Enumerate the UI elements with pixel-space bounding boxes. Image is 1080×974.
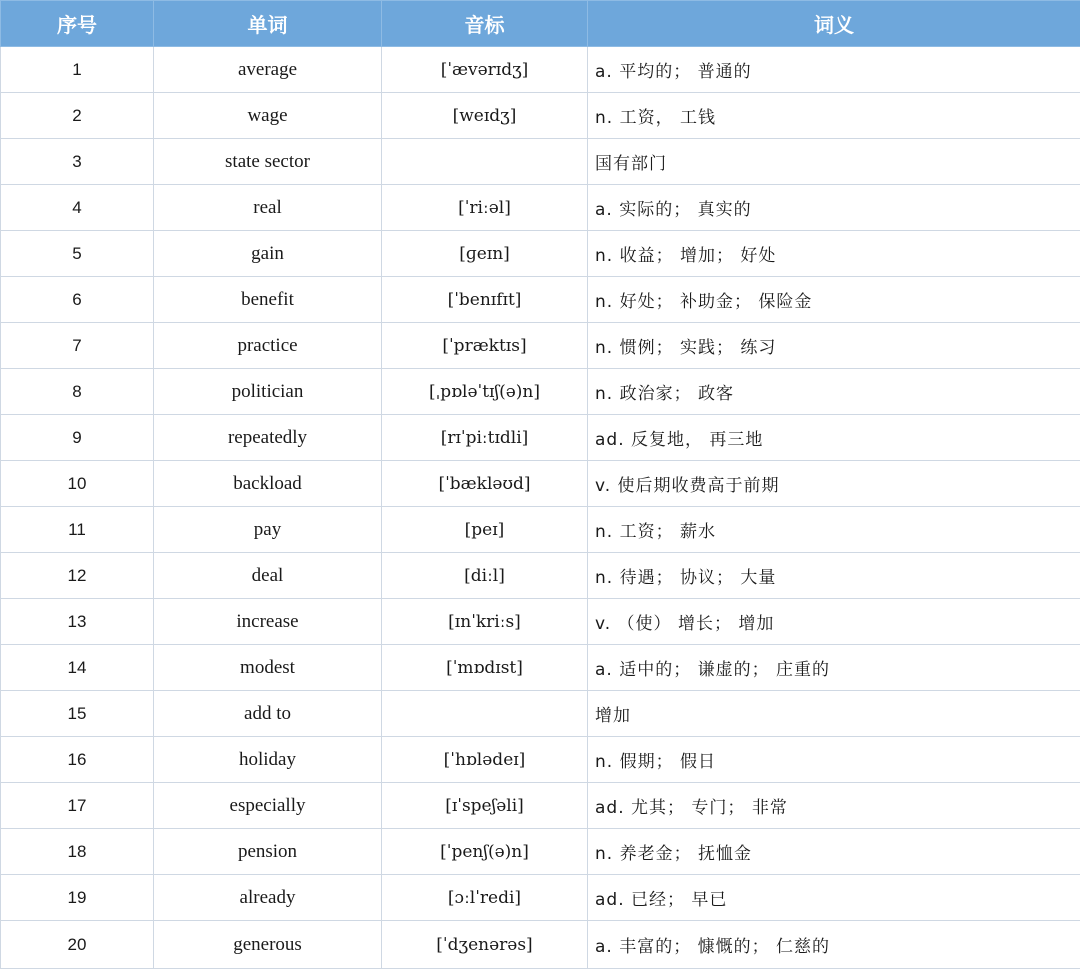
word-cell: already [154,875,382,921]
meaning-cell: v. 使后期收费高于前期 [588,461,1080,507]
header-phonetic: 音标 [382,1,588,47]
table-row [1,461,1080,507]
table-row [1,553,1080,599]
phonetic-cell: [ˈpræktɪs] [382,323,588,369]
phonetic-cell: [ɔːlˈredi] [382,875,588,921]
meaning-cell: a. 丰富的； 慷慨的； 仁慈的 [588,921,1080,969]
table-row [1,921,1080,969]
row-number: 6 [1,277,154,323]
word-cell: increase [154,599,382,645]
row-number: 7 [1,323,154,369]
table-row [1,875,1080,921]
word-cell: pension [154,829,382,875]
word-cell: deal [154,553,382,599]
phonetic-cell: [ˈpenʃ(ə)n] [382,829,588,875]
word-cell: state sector [154,139,382,185]
word-cell: holiday [154,737,382,783]
table-row [1,47,1080,93]
row-number: 3 [1,139,154,185]
phonetic-cell: [rɪˈpiːtɪdli] [382,415,588,461]
word-cell: backload [154,461,382,507]
table-row [1,415,1080,461]
row-number: 1 [1,47,154,93]
meaning-cell: ad. 已经； 早已 [588,875,1080,921]
row-number: 10 [1,461,154,507]
table-row [1,185,1080,231]
word-cell: real [154,185,382,231]
phonetic-cell: [weɪdʒ] [382,93,588,139]
phonetic-cell: [diːl] [382,553,588,599]
table-header [1,1,1080,47]
table-row [1,599,1080,645]
word-cell: average [154,47,382,93]
table-row [1,783,1080,829]
meaning-cell: n. 政治家； 政客 [588,369,1080,415]
table-row [1,369,1080,415]
table-row [1,645,1080,691]
word-cell: politician [154,369,382,415]
table-row [1,829,1080,875]
row-number: 8 [1,369,154,415]
meaning-cell: n. 假期； 假日 [588,737,1080,783]
table-row [1,737,1080,783]
phonetic-cell: [ɪnˈkriːs] [382,599,588,645]
meaning-cell: n. 收益； 增加； 好处 [588,231,1080,277]
meaning-cell: n. 待遇； 协议； 大量 [588,553,1080,599]
phonetic-cell: [ˌpɒləˈtɪʃ(ə)n] [382,369,588,415]
meaning-cell: a. 实际的； 真实的 [588,185,1080,231]
word-cell: practice [154,323,382,369]
meaning-cell: n. 养老金； 抚恤金 [588,829,1080,875]
word-cell: add to [154,691,382,737]
row-number: 9 [1,415,154,461]
meaning-cell: a. 平均的； 普通的 [588,47,1080,93]
meaning-cell: n. 工资； 薪水 [588,507,1080,553]
table-row [1,231,1080,277]
row-number: 18 [1,829,154,875]
row-number: 15 [1,691,154,737]
header-meaning: 词义 [588,1,1080,47]
phonetic-cell: [ˈbenɪfɪt] [382,277,588,323]
row-number: 11 [1,507,154,553]
word-cell: wage [154,93,382,139]
row-number: 16 [1,737,154,783]
word-cell: repeatedly [154,415,382,461]
header-number: 序号 [1,1,154,47]
row-number: 2 [1,93,154,139]
word-cell: gain [154,231,382,277]
table-row [1,507,1080,553]
meaning-cell: 增加 [588,691,1080,737]
phonetic-cell: [ɪˈspeʃəli] [382,783,588,829]
phonetic-cell: [ˈmɒdɪst] [382,645,588,691]
table-row [1,691,1080,737]
meaning-cell: n. 工资， 工钱 [588,93,1080,139]
word-cell: especially [154,783,382,829]
phonetic-cell: [ˈævərɪdʒ] [382,47,588,93]
meaning-cell: ad. 反复地， 再三地 [588,415,1080,461]
phonetic-cell: [ˈhɒlədeɪ] [382,737,588,783]
meaning-cell: v. （使） 增长； 增加 [588,599,1080,645]
word-cell: pay [154,507,382,553]
phonetic-cell: [ˈriːəl] [382,185,588,231]
phonetic-cell: [ɡeɪn] [382,231,588,277]
meaning-cell: 国有部门 [588,139,1080,185]
row-number: 12 [1,553,154,599]
phonetic-cell: [ˈdʒenərəs] [382,921,588,969]
table-row [1,139,1080,185]
row-number: 13 [1,599,154,645]
table-row [1,323,1080,369]
row-number: 20 [1,921,154,969]
meaning-cell: a. 适中的； 谦虚的； 庄重的 [588,645,1080,691]
meaning-cell: n. 好处； 补助金； 保险金 [588,277,1080,323]
meaning-cell: ad. 尤其； 专门； 非常 [588,783,1080,829]
table-row [1,93,1080,139]
phonetic-cell: [ˈbækləʊd] [382,461,588,507]
phonetic-cell [382,139,588,185]
row-number: 17 [1,783,154,829]
row-number: 4 [1,185,154,231]
word-cell: generous [154,921,382,969]
table-body [1,47,1080,969]
phonetic-cell [382,691,588,737]
header-row [1,1,1080,47]
word-cell: modest [154,645,382,691]
table-row [1,277,1080,323]
row-number: 5 [1,231,154,277]
word-cell: benefit [154,277,382,323]
meaning-cell: n. 惯例； 实践； 练习 [588,323,1080,369]
header-word: 单词 [154,1,382,47]
phonetic-cell: [peɪ] [382,507,588,553]
row-number: 14 [1,645,154,691]
row-number: 19 [1,875,154,921]
